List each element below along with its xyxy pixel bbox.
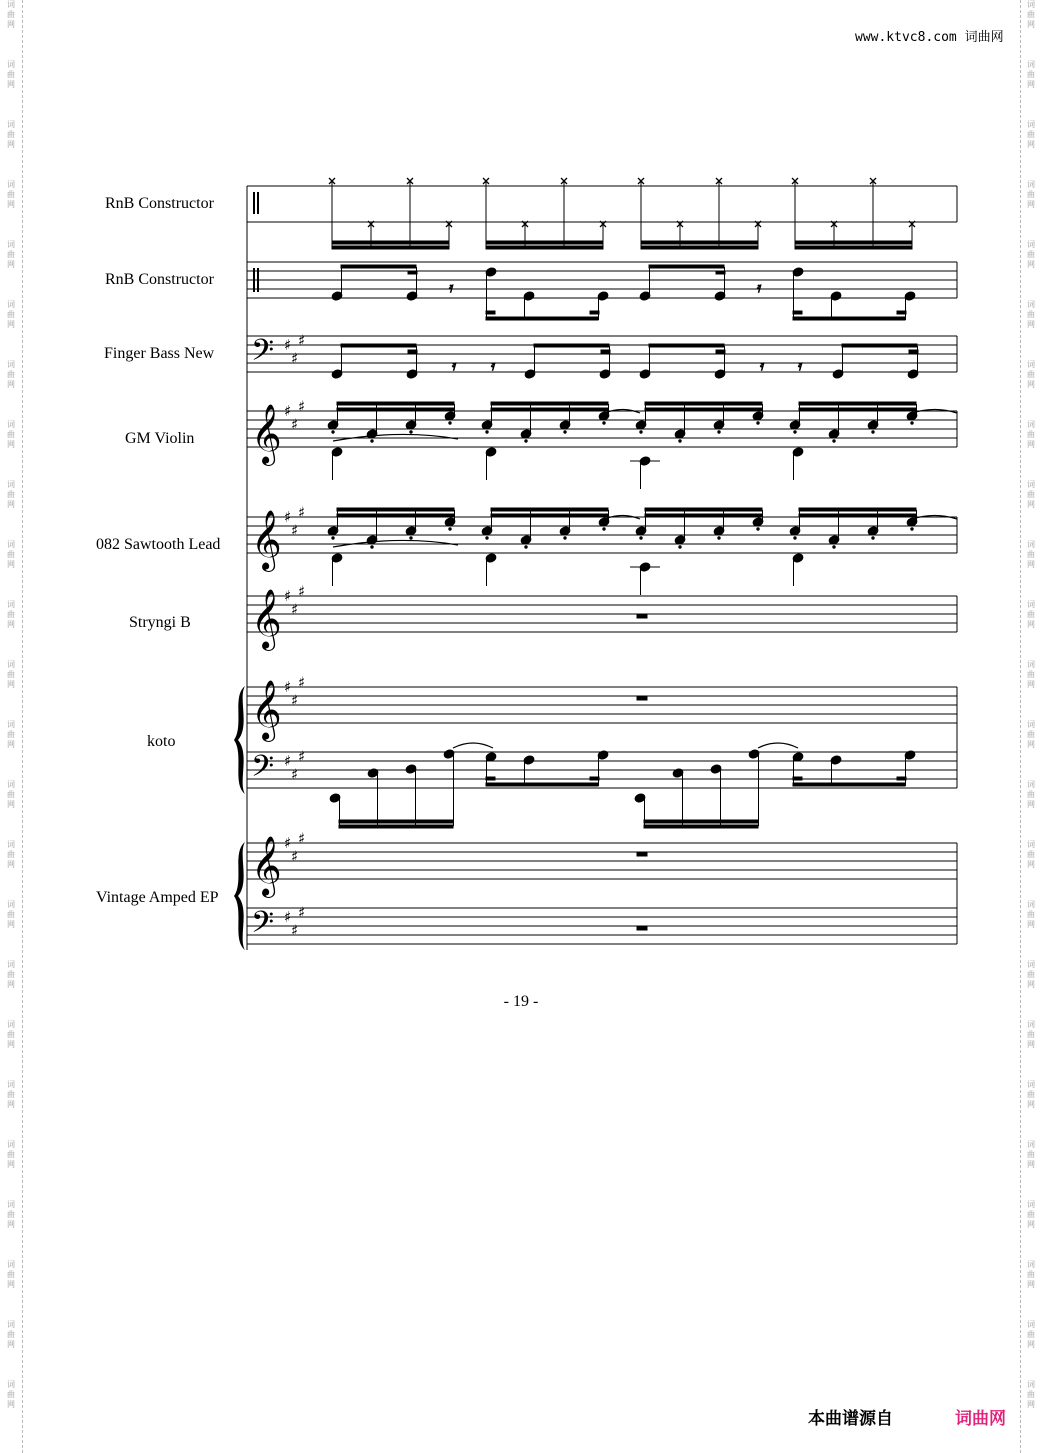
beam <box>491 402 608 405</box>
staccato-dot <box>757 422 759 424</box>
watermark-char: 网 <box>7 380 15 389</box>
beam <box>601 350 610 353</box>
watermark-char: 网 <box>7 860 15 869</box>
watermark-char: 词 <box>1027 660 1035 669</box>
staccato-dot <box>410 537 412 539</box>
instrument-label-gm-violin: GM Violin <box>125 430 195 447</box>
stryngi-sharp: ♯ <box>284 587 292 605</box>
staccato-dot <box>833 440 835 442</box>
watermark-char: 曲 <box>1027 610 1035 619</box>
watermark-char: 网 <box>7 620 15 629</box>
watermark-char: 词 <box>1027 1200 1035 1209</box>
watermark-char: 词 <box>7 1200 15 1209</box>
watermark-char: 词 <box>1027 1320 1035 1329</box>
watermark-char: 曲 <box>7 130 15 139</box>
beam <box>337 402 454 405</box>
staccato-dot <box>525 440 527 442</box>
watermark-char: 曲 <box>1027 430 1035 439</box>
beam <box>799 408 916 411</box>
beam <box>793 311 802 314</box>
staccato-dot <box>371 546 373 548</box>
beam <box>486 777 495 780</box>
watermark-char: 词 <box>1027 600 1035 609</box>
watermark-char: 曲 <box>7 10 15 19</box>
watermark-char: 曲 <box>7 250 15 259</box>
koto-lower-bass-clef: 𝄢 <box>251 750 275 791</box>
watermark-char: 网 <box>1027 80 1035 89</box>
watermark-char: 词 <box>1027 300 1035 309</box>
watermark-char: 网 <box>7 500 15 509</box>
beam <box>644 825 758 828</box>
watermark-char: 词 <box>1027 840 1035 849</box>
watermark-char: 曲 <box>1027 10 1035 19</box>
staccato-dot <box>564 431 566 433</box>
watermark-char: 词 <box>1027 360 1035 369</box>
watermark-char: 网 <box>7 80 15 89</box>
beam <box>644 820 758 823</box>
watermark-char: 网 <box>1027 620 1035 629</box>
watermark-char: 词 <box>7 1260 15 1269</box>
watermark-char: 网 <box>1027 200 1035 209</box>
ep-lower-bass-clef: 𝄢 <box>251 906 275 947</box>
violin-sharp: ♯ <box>284 402 292 420</box>
watermark-char: 词 <box>1027 780 1035 789</box>
watermark-char: 网 <box>1027 1280 1035 1289</box>
watermark-char: 曲 <box>1027 730 1035 739</box>
beam <box>486 317 598 320</box>
watermark-char: 曲 <box>1027 1030 1035 1039</box>
watermark-char: 曲 <box>7 730 15 739</box>
watermark-char: 词 <box>1027 420 1035 429</box>
watermark-char: 曲 <box>1027 1090 1035 1099</box>
watermark-char: 曲 <box>7 970 15 979</box>
beam <box>793 783 905 786</box>
staccato-dot <box>794 537 796 539</box>
beam <box>645 514 762 517</box>
beam <box>590 777 599 780</box>
staccato-dot <box>911 528 913 530</box>
beam <box>486 311 495 314</box>
watermark-char: 曲 <box>1027 670 1035 679</box>
watermark-char: 曲 <box>1027 250 1035 259</box>
watermark-char: 网 <box>1027 920 1035 929</box>
watermark-char: 词 <box>1027 240 1035 249</box>
watermark-char: 曲 <box>1027 1330 1035 1339</box>
beam <box>491 508 608 511</box>
staccato-dot <box>525 546 527 548</box>
beam <box>795 246 912 249</box>
watermark-char: 曲 <box>7 550 15 559</box>
watermark-char: 曲 <box>7 1210 15 1219</box>
sixteenth-rest: 𝄿 <box>798 359 803 374</box>
watermark-char: 网 <box>7 1160 15 1169</box>
stryngi-treble-clef: 𝄞 <box>251 589 282 649</box>
watermark-char: 曲 <box>1027 970 1035 979</box>
watermark-char: 网 <box>7 140 15 149</box>
watermark-char: 曲 <box>1027 1270 1035 1279</box>
sixteenth-rest: 𝄿 <box>491 359 496 374</box>
beam <box>716 350 725 353</box>
sixteenth-rest: 𝄿 <box>452 359 457 374</box>
whole-rest <box>637 926 647 930</box>
ep-lower-sharp: ♯ <box>284 908 292 926</box>
watermark-char: 词 <box>1027 120 1035 129</box>
sixteenth-rest: 𝄿 <box>760 359 765 374</box>
watermark-char: 曲 <box>7 1150 15 1159</box>
whole-rest <box>637 696 647 700</box>
finger-bass-sharp: ♯ <box>284 336 292 354</box>
finger-bass-bass-clef: 𝄢 <box>251 334 275 375</box>
ep-lower-sharp: ♯ <box>298 903 306 922</box>
beam <box>337 408 454 411</box>
watermark-char: 曲 <box>1027 1210 1035 1219</box>
watermark-char: 网 <box>7 800 15 809</box>
beam <box>491 408 608 411</box>
staccato-dot <box>449 528 451 530</box>
watermark-char: 曲 <box>1027 1390 1035 1399</box>
watermark-char: 词 <box>1027 1020 1035 1029</box>
watermark-char: 词 <box>7 1380 15 1389</box>
watermark-char: 词 <box>7 780 15 789</box>
watermark-char: 词 <box>7 420 15 429</box>
finger-bass-sharp: ♯ <box>291 349 299 368</box>
staccato-dot <box>679 546 681 548</box>
watermark-char: 网 <box>7 560 15 569</box>
watermark-char: 网 <box>1027 980 1035 989</box>
watermark-char: 曲 <box>1027 490 1035 499</box>
watermark-char: 词 <box>7 0 15 9</box>
staccato-dot <box>718 431 720 433</box>
instrument-label-koto: koto <box>147 733 176 750</box>
watermark-char: 词 <box>7 600 15 609</box>
site-url[interactable]: www.ktvc8.com <box>855 30 957 45</box>
staccato-dot <box>332 431 334 433</box>
watermark-char: 曲 <box>7 1030 15 1039</box>
sawtooth-sharp: ♯ <box>291 521 299 540</box>
watermark-char: 网 <box>1027 1100 1035 1109</box>
tie <box>758 743 798 748</box>
watermark-char: 曲 <box>1027 190 1035 199</box>
watermark-char: 曲 <box>7 1270 15 1279</box>
watermark-char: 曲 <box>7 1330 15 1339</box>
watermark-char: 曲 <box>1027 130 1035 139</box>
watermark-char: 词 <box>1027 1140 1035 1149</box>
watermark-char: 网 <box>7 1100 15 1109</box>
watermark-char: 网 <box>1027 860 1035 869</box>
staccato-dot <box>794 431 796 433</box>
watermark-char: 网 <box>7 1340 15 1349</box>
beam <box>486 783 598 786</box>
beam <box>641 241 758 244</box>
tie <box>453 743 493 748</box>
ep-upper-treble-clef: 𝄞 <box>251 836 282 896</box>
beam <box>897 777 906 780</box>
watermark-char: 网 <box>1027 320 1035 329</box>
watermark-char: 网 <box>7 740 15 749</box>
watermark-char: 网 <box>1027 20 1035 29</box>
beam <box>408 271 417 274</box>
watermark-char: 词 <box>7 480 15 489</box>
watermark-char: 词 <box>1027 0 1035 9</box>
watermark-char: 词 <box>1027 720 1035 729</box>
staccato-dot <box>640 537 642 539</box>
staccato-dot <box>486 537 488 539</box>
watermark-char: 网 <box>1027 440 1035 449</box>
instrument-label-stryngi-b: Stryngi B <box>129 614 191 631</box>
staccato-dot <box>449 422 451 424</box>
watermark-char: 网 <box>7 440 15 449</box>
watermark-char: 曲 <box>7 1390 15 1399</box>
watermark-char: 网 <box>7 1220 15 1229</box>
watermark-char: 曲 <box>7 790 15 799</box>
watermark-char: 曲 <box>1027 70 1035 79</box>
staccato-dot <box>564 537 566 539</box>
source-label: 本曲谱源自 <box>808 1409 893 1429</box>
watermark-char: 曲 <box>7 490 15 499</box>
staccato-dot <box>603 422 605 424</box>
beam <box>341 265 416 268</box>
ep-lower-sharp: ♯ <box>291 921 299 940</box>
watermark-char: 词 <box>7 120 15 129</box>
instrument-label-finger-bass: Finger Bass New <box>104 345 215 362</box>
instrument-label-vintage-amped-ep: Vintage Amped EP <box>96 889 219 906</box>
watermark-char: 曲 <box>7 610 15 619</box>
staccato-dot <box>757 528 759 530</box>
watermark-char: 曲 <box>1027 910 1035 919</box>
beam <box>534 344 609 347</box>
watermark-char: 词 <box>7 900 15 909</box>
beam <box>641 246 758 249</box>
watermark-char: 曲 <box>1027 370 1035 379</box>
watermark-char: 词 <box>7 60 15 69</box>
watermark-char: 网 <box>1027 800 1035 809</box>
beam <box>645 408 762 411</box>
watermark-char: 词 <box>1027 900 1035 909</box>
watermark-char: 曲 <box>7 190 15 199</box>
watermark-char: 曲 <box>7 670 15 679</box>
watermark-char: 网 <box>1027 380 1035 389</box>
stryngi-sharp: ♯ <box>298 582 306 601</box>
beam <box>339 825 453 828</box>
instrument-label-rnb-2: RnB Constructor <box>105 271 214 288</box>
violin-sharp: ♯ <box>298 397 306 416</box>
ep-upper-sharp: ♯ <box>291 847 299 866</box>
staccato-dot <box>679 440 681 442</box>
watermark-char: 曲 <box>1027 1150 1035 1159</box>
watermark-char: 词 <box>1027 60 1035 69</box>
staccato-dot <box>486 431 488 433</box>
watermark-char: 曲 <box>1027 550 1035 559</box>
staccato-dot <box>911 422 913 424</box>
watermark-char: 网 <box>1027 680 1035 689</box>
koto-lower-sharp: ♯ <box>284 752 292 770</box>
beam <box>337 508 454 511</box>
watermark-char: 曲 <box>1027 850 1035 859</box>
violin-treble-clef: 𝄞 <box>251 404 282 464</box>
watermark-char: 网 <box>1027 740 1035 749</box>
beam <box>793 317 905 320</box>
watermark-char: 网 <box>1027 560 1035 569</box>
watermark-char: 词 <box>7 960 15 969</box>
koto-upper-sharp: ♯ <box>291 691 299 710</box>
sixteenth-rest: 𝄿 <box>757 281 762 296</box>
watermark-char: 词 <box>1027 540 1035 549</box>
watermark-char: 曲 <box>7 1090 15 1099</box>
staccato-dot <box>718 537 720 539</box>
staccato-dot <box>872 537 874 539</box>
koto-upper-sharp: ♯ <box>298 673 306 692</box>
watermark-char: 词 <box>7 1080 15 1089</box>
staccato-dot <box>410 431 412 433</box>
watermark-char: 曲 <box>7 310 15 319</box>
beam <box>491 514 608 517</box>
watermark-char: 词 <box>1027 180 1035 189</box>
watermark-char: 网 <box>7 980 15 989</box>
watermark-char: 词 <box>1027 1080 1035 1089</box>
watermark-char: 曲 <box>7 430 15 439</box>
watermark-char: 网 <box>7 1040 15 1049</box>
beam <box>590 311 599 314</box>
staccato-dot <box>603 528 605 530</box>
staccato-dot <box>371 440 373 442</box>
watermark-char: 词 <box>7 360 15 369</box>
watermark-char: 网 <box>1027 500 1035 509</box>
beam <box>332 241 449 244</box>
beam <box>645 508 762 511</box>
koto-lower-sharp: ♯ <box>298 747 306 766</box>
whole-rest <box>637 614 647 618</box>
beam <box>408 350 417 353</box>
beam <box>486 241 603 244</box>
watermark-char: 曲 <box>7 70 15 79</box>
watermark-char: 曲 <box>7 850 15 859</box>
staccato-dot <box>833 546 835 548</box>
sawtooth-treble-clef: 𝄞 <box>251 510 282 570</box>
watermark-char: 词 <box>7 1140 15 1149</box>
koto-lower-sharp: ♯ <box>291 765 299 784</box>
koto-upper-treble-clef: 𝄞 <box>251 680 282 740</box>
source-site-link[interactable]: 词曲网 <box>955 1409 1006 1429</box>
beam <box>649 265 724 268</box>
watermark-char: 曲 <box>7 910 15 919</box>
koto-upper-sharp: ♯ <box>284 678 292 696</box>
beam <box>716 271 725 274</box>
watermark-char: 词 <box>7 660 15 669</box>
watermark-char: 词 <box>7 840 15 849</box>
staccato-dot <box>332 537 334 539</box>
watermark-char: 网 <box>7 1280 15 1289</box>
stryngi-sharp: ♯ <box>291 600 299 619</box>
watermark-char: 词 <box>7 1320 15 1329</box>
watermark-char: 网 <box>7 920 15 929</box>
watermark-char: 词 <box>7 540 15 549</box>
beam <box>799 402 916 405</box>
watermark-char: 词 <box>7 240 15 249</box>
beam <box>793 777 802 780</box>
beam <box>897 311 906 314</box>
watermark-char: 词 <box>1027 1380 1035 1389</box>
beam <box>795 241 912 244</box>
ep-upper-sharp: ♯ <box>284 834 292 852</box>
watermark-char: 曲 <box>1027 790 1035 799</box>
beam <box>337 514 454 517</box>
watermark-char: 词 <box>7 180 15 189</box>
beam <box>909 350 918 353</box>
beam <box>649 344 724 347</box>
whole-rest <box>637 852 647 856</box>
sawtooth-sharp: ♯ <box>284 508 292 526</box>
watermark-char: 词 <box>1027 960 1035 969</box>
watermark-char: 网 <box>7 260 15 269</box>
watermark-char: 词 <box>7 720 15 729</box>
staccato-dot <box>872 431 874 433</box>
watermark-char: 网 <box>1027 140 1035 149</box>
watermark-char: 网 <box>7 680 15 689</box>
vintage-ep-brace <box>234 842 245 950</box>
beam <box>341 344 416 347</box>
watermark-char: 曲 <box>1027 310 1035 319</box>
watermark-char: 网 <box>7 320 15 329</box>
watermark-char: 词 <box>1027 480 1035 489</box>
instrument-label-sawtooth-lead: 082 Sawtooth Lead <box>96 536 221 553</box>
beam <box>799 508 916 511</box>
beam <box>486 246 603 249</box>
site-name: 词曲网 <box>964 30 1004 45</box>
beam <box>645 402 762 405</box>
sixteenth-rest: 𝄿 <box>449 281 454 296</box>
watermark-char: 网 <box>7 1400 15 1409</box>
ep-upper-sharp: ♯ <box>298 829 306 848</box>
beam <box>339 820 453 823</box>
sawtooth-sharp: ♯ <box>298 503 306 522</box>
watermark-char: 网 <box>7 20 15 29</box>
beam <box>842 344 917 347</box>
watermark-char: 网 <box>1027 1160 1035 1169</box>
watermark-char: 曲 <box>7 370 15 379</box>
watermark-char: 网 <box>1027 1400 1035 1409</box>
koto-brace <box>234 686 245 794</box>
beam <box>799 514 916 517</box>
watermark-char: 网 <box>1027 1040 1035 1049</box>
beam <box>332 246 449 249</box>
watermark-char: 网 <box>1027 260 1035 269</box>
staccato-dot <box>640 431 642 433</box>
watermark-char: 网 <box>1027 1340 1035 1349</box>
watermark-char: 词 <box>1027 1260 1035 1269</box>
instrument-label-rnb-1: RnB Constructor <box>105 195 214 212</box>
watermark-char: 网 <box>7 200 15 209</box>
finger-bass-sharp: ♯ <box>298 331 306 350</box>
watermark-char: 词 <box>7 300 15 309</box>
page-number: - 19 - <box>503 993 539 1010</box>
violin-sharp: ♯ <box>291 415 299 434</box>
watermark-char: 词 <box>7 1020 15 1029</box>
watermark-char: 网 <box>1027 1220 1035 1229</box>
